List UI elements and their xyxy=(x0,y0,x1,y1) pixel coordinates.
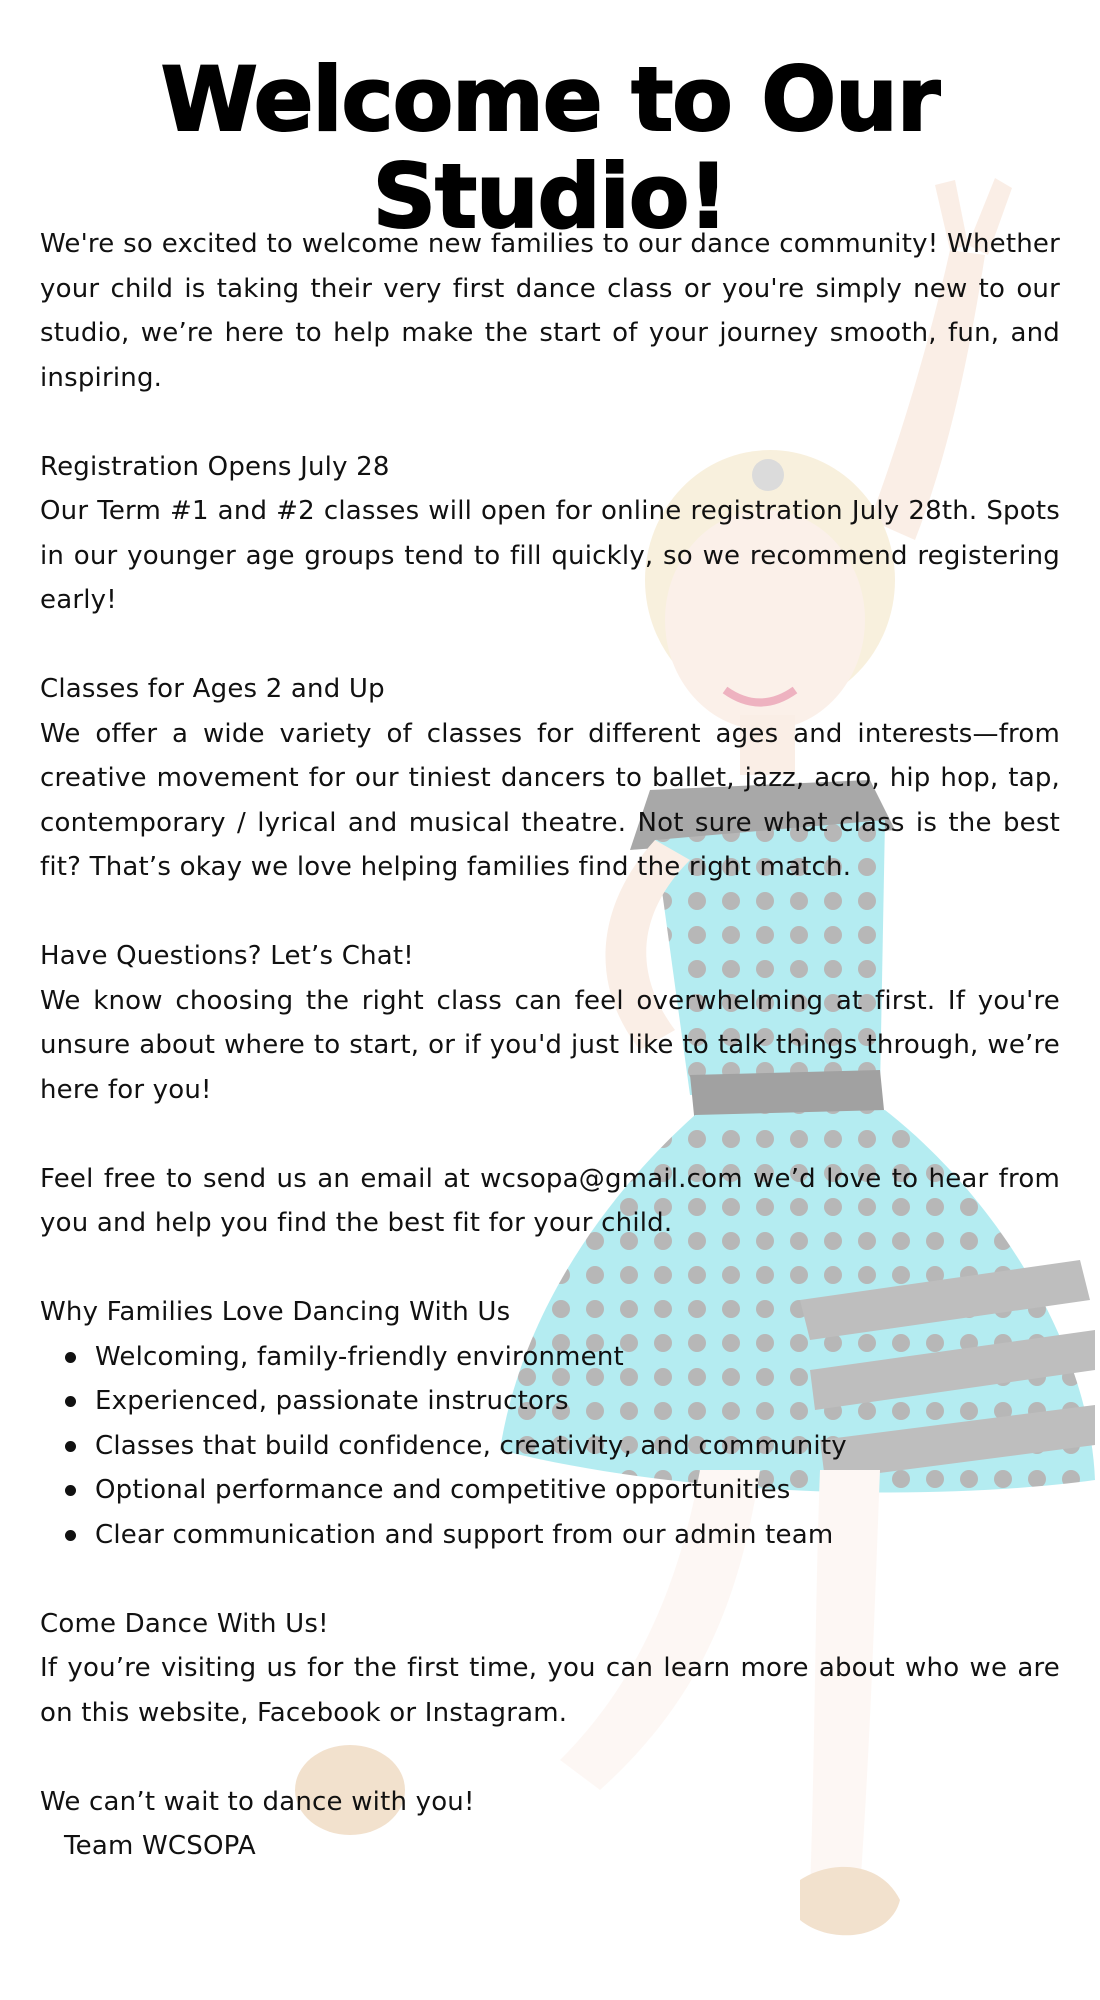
list-item: Classes that build confidence, creativity, and community xyxy=(95,1424,1060,1469)
spacer xyxy=(40,1557,1060,1602)
classes-text: We offer a wide variety of classes for different ages and interests—from creative movement for our tiniest dancers to ballet, jazz, acro, hip hop, tap, contemporary / lyrical and musical theatre. Not sure what class is the best fit? That’s okay we love helping families find the right match. xyxy=(40,718,1060,882)
list-item: Experienced, passionate instructors xyxy=(95,1379,1060,1424)
spacer xyxy=(40,1735,1060,1780)
spacer xyxy=(40,400,1060,445)
reasons-list xyxy=(40,1335,1060,1558)
come-dance-text: If you’re visiting us for the first time, you can learn more about who we are on this website, Facebook or Instagram. xyxy=(40,1653,1060,1728)
questions-text: We know choosing the right class can feel overwhelming at first. If you're unsure about where to start, or if you'd just like to talk things through, we’re here for you! xyxy=(40,985,1060,1105)
welcome-letter xyxy=(40,222,1060,1869)
spacer xyxy=(40,623,1060,668)
signoff-team: Team WCSOPA xyxy=(64,1831,256,1861)
registration-text: Our Term #1 and #2 classes will open for online registration July 28th. Spots in our younger age groups tend to fill quickly, so we recommend registering early! xyxy=(40,496,1060,615)
contact-text: Feel free to send us an email at wcsopa@gmail.com we’d love to hear from you and help you find the best fit for your child. xyxy=(40,1163,1060,1238)
spacer xyxy=(40,1246,1060,1291)
why-heading: Why Families Love Dancing With Us xyxy=(40,1297,511,1327)
spacer xyxy=(40,890,1060,935)
questions-heading: Have Questions? Let’s Chat! xyxy=(40,941,414,971)
spacer xyxy=(40,1112,1060,1157)
page-title: Welcome to Our Studio! xyxy=(160,48,940,248)
signoff-line: We can’t wait to dance with you! xyxy=(40,1786,475,1817)
intro-paragraph: We're so excited to welcome new families to our dance community! Whether your child is taking their very first dance class or you're simply new to our studio, we’re here to help make the start of your journey smooth, fun, and inspiring. xyxy=(40,229,1060,393)
registration-heading: Registration Opens July 28 xyxy=(40,451,390,482)
classes-heading: Classes for Ages 2 and Up xyxy=(40,674,385,704)
list-item: Optional performance and competitive opportunities xyxy=(95,1468,1060,1513)
list-item: Welcoming, family-friendly environment xyxy=(95,1335,1060,1380)
come-dance-heading: Come Dance With Us! xyxy=(40,1608,329,1639)
list-item: Clear communication and support from our admin team xyxy=(95,1513,1060,1558)
